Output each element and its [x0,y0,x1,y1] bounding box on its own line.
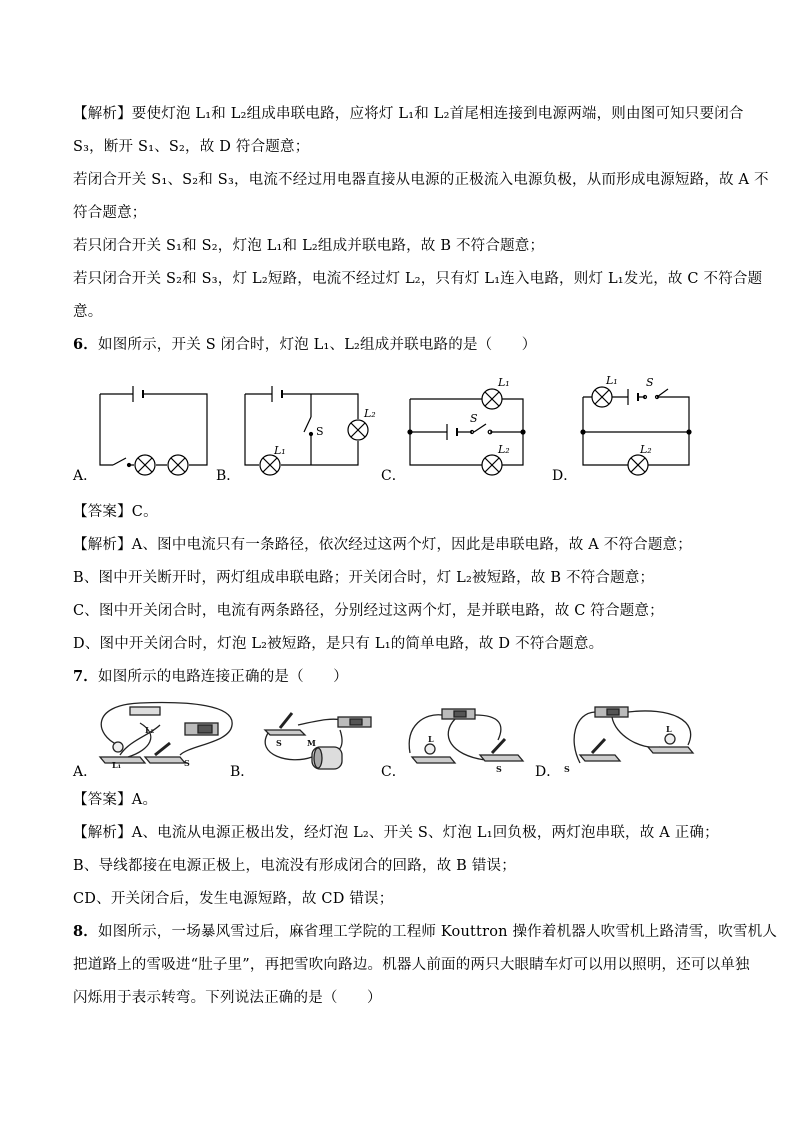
label-c-l1: L₁ [498,376,510,389]
q7-answer: 【答案】A。 [73,792,158,808]
label-b-m: M [307,738,316,748]
q7-analysis-line3: CD、开关闭合后，发生电源短路，故 CD 错误； [73,891,394,907]
question-text: 如图所示，开关 S 闭合时，灯泡 L₁、L₂组成并联电路的是（ ） [98,337,537,353]
question-number: 6． [73,336,98,353]
label-d-s: S [564,764,570,774]
analysis-q5-line2: S₃，断开 S₁、S₂，故 D 符合题意； [73,139,310,155]
question-6-stem [73,335,536,355]
q7-analysis-line2: B、导线都接在电源正极上，电流没有形成闭合的回路，故 B 错误； [73,858,516,874]
question-8-stem-line3: 闪烁用于表示转弯。下列说法正确的是（ ） [73,990,382,1006]
label-c-s: S [470,412,478,425]
analysis-q5-line4: 符合题意； [73,205,147,221]
question-text: 如图所示的电路连接正确的是（ ） [98,669,348,685]
label-b-l1: L₁ [274,444,286,457]
question-number: 7． [73,668,98,685]
q6-analysis-line3: C、图中开关闭合时，电流有两条路径，分别经过这两个灯，是并联电路，故 C 符合题意； [73,603,664,619]
analysis-q5-line7: 意。 [73,304,103,320]
label-d-s: S [646,376,654,389]
q6-option-d: D． [552,468,578,484]
label-a-l1: L₁ [112,760,122,770]
label-d-l2: L₂ [640,443,652,456]
circuit-a [100,386,207,475]
q7-analysis-line1: 【解析】A、电流从电源正极出发，经灯泡 L₂、开关 S、灯泡 L₁回负极，两灯泡串联，故 A 正确； [73,825,719,841]
q7-option-c: C． [381,764,406,780]
label-c-l: L [428,734,434,744]
q6-option-c: C． [381,468,406,484]
analysis-q5-line1: 【解析】要使灯泡 L₁和 L₂组成串联电路，应将灯 L₁和 L₂首尾相连接到电源两端，则由图可知只要闭合 [73,106,744,122]
label-a-l2: L₂ [145,725,155,735]
question-8-stem-line2: 把道路上的雪吸进“肚子里”，再把雪吹向路边。机器人前面的两只大眼睛车灯可以用以照明，还可以单独 [73,957,750,973]
label-c-s: S [496,764,502,774]
label-b-l2: L₂ [364,407,376,420]
q6-analysis-line1: 【解析】A、图中电流只有一条路径，依次经过这两个灯，因此是串联电路，故 A 不符合题意； [73,537,692,553]
circuit-b [245,386,368,475]
pictorial-circuit-a [100,703,232,763]
label-b-s: S [316,425,324,438]
q7-option-d: D． [535,764,561,780]
analysis-q5-line5: 若只闭合开关 S₁和 S₂，灯泡 L₁和 L₂组成并联电路，故 B 不符合题意； [73,238,545,254]
label-d-l: L [666,724,672,734]
q6-option-b: B． [216,468,241,484]
label-c-l2: L₂ [498,443,510,456]
q7-option-b: B． [230,764,255,780]
q6-analysis-line4: D、图中开关闭合时，灯泡 L₂被短路，是只有 L₁的简单电路，故 D 不符合题意。 [73,636,604,652]
label-a-s: S [184,758,190,768]
q6-analysis-line2: B、图中开关断开时，两灯组成串联电路；开关闭合时，灯 L₂被短路，故 B 不符合题意； [73,570,655,586]
q6-answer: 【答案】C。 [73,504,158,520]
analysis-q5-line6: 若只闭合开关 S₂和 S₃，灯 L₂短路，电流不经过灯 L₂，只有灯 L₁连入电路，则灯 L₁发光，故 C 不符合题 [73,271,763,287]
question-text: 如图所示，一场暴风雪过后，麻省理工学院的工程师 Kouttron 操作着机器人吹雪机上路清雪，吹雪机人 [98,924,778,940]
q6-option-a: A． [73,468,98,484]
question-number: 8． [73,923,98,940]
label-d-l1: L₁ [606,374,618,387]
circuit-d [581,387,691,475]
q7-option-a: A． [73,764,98,780]
pictorial-circuit-d [574,707,693,763]
label-b-s: S [276,738,282,748]
question-7-stem [73,667,348,687]
question-8-stem-line1 [73,922,777,942]
pictorial-circuit-c [409,709,523,763]
analysis-q5-line3: 若闭合开关 S₁、S₂和 S₃，电流不经过用电器直接从电源的正极流入电源负极，从而形成电源短路，故 A 不 [73,172,769,188]
circuit-c [408,389,525,475]
